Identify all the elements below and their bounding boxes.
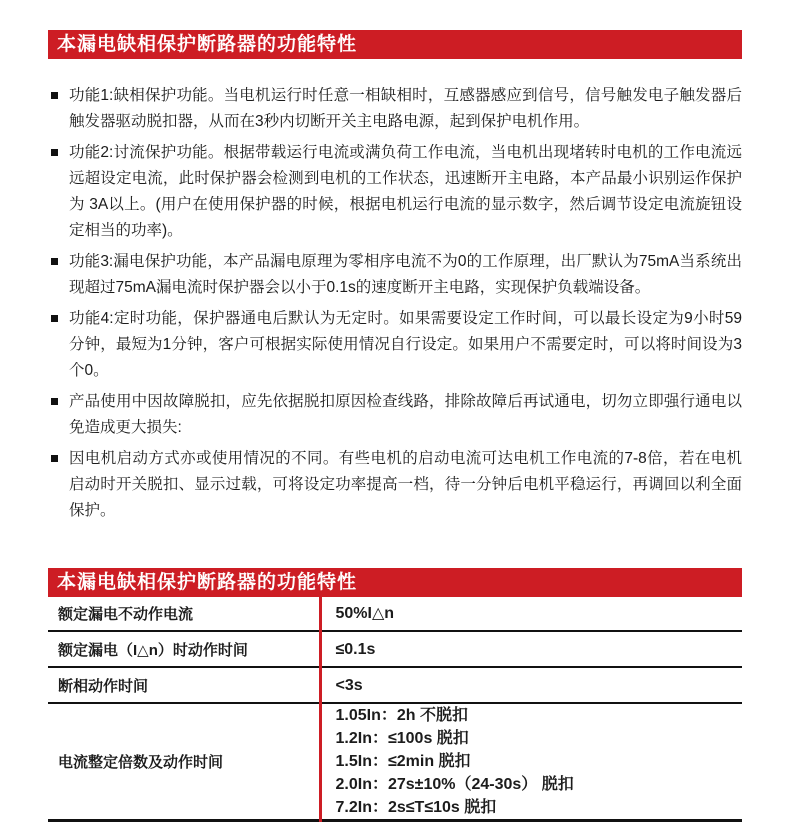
table-row	[48, 703, 742, 821]
feature-item	[48, 446, 742, 524]
square-bullet-icon	[51, 149, 58, 156]
spec-label: 电流整定倍数及动作时间	[48, 703, 320, 821]
features-section-title: 本漏电缺相保护断路器的功能特性	[48, 30, 742, 59]
square-bullet-icon	[51, 315, 58, 322]
square-bullet-icon	[51, 92, 58, 99]
feature-item	[48, 389, 742, 441]
specs-section-title: 本漏电缺相保护断路器的功能特性	[48, 568, 742, 597]
feature-text: 功能1:缺相保护功能。当电机运行时任意一相缺相时，互感器感应到信号，信号触发电子触发器后触发器驱动脱扣器，从而在3秒内切断开关主电路电源，起到保护电机作用。	[69, 87, 742, 130]
spec-value: 2.0In：27s±10%（24-30s） 脱扣	[335, 776, 574, 793]
feature-item	[48, 83, 742, 135]
table-row	[48, 597, 742, 631]
spec-value: <3s	[335, 676, 363, 694]
spec-label: 额定漏电（I△n）时动作时间	[48, 631, 320, 667]
feature-text: 功能2:讨流保护功能。根据带载运行电流或满负荷工作电流，当电机出现堵转时电机的工作电流远远超设定电流，此时保护器会检测到电机的工作状态，迅速断开主电路，本产品最小识别运作保护为 3A以上。(用户在使用保护器的时候，根据电机运行电流的显示数字，然后调节设定电流旋钮设定相当的功率)。	[69, 144, 742, 239]
spec-value: 7.2In：2s≤T≤10s 脱扣	[335, 799, 497, 816]
spec-value: ≤0.1s	[335, 640, 376, 658]
feature-item	[48, 306, 742, 384]
spec-value-cell	[320, 597, 742, 631]
spec-value-cell	[320, 667, 742, 703]
square-bullet-icon	[51, 455, 58, 462]
feature-text: 因电机启动方式亦或使用情况的不同。有些电机的启动电流可达电机工作电流的7-8倍，若在电机启动时开关脱扣、显示过载，可将设定功率提高一档，待一分钟后电机平稳运行，再调回以利全面保护。	[69, 450, 742, 519]
specs-table	[48, 597, 742, 822]
square-bullet-icon	[51, 398, 58, 405]
spec-value: 50%I△n	[335, 605, 395, 622]
table-row	[48, 631, 742, 667]
table-row	[48, 667, 742, 703]
spec-value-cell	[320, 703, 742, 821]
spec-value-cell	[320, 631, 742, 667]
feature-item	[48, 140, 742, 244]
spec-label: 额定漏电不动作电流	[48, 597, 320, 631]
feature-text: 功能4:定时功能，保护器通电后默认为无定时。如果需要设定工作时间，可以最长设定为9小时59 分钟，最短为1分钟，客户可根据实际使用情况自行设定。如果用户不需要定时，可以将时间设为3个0。	[69, 310, 742, 379]
features-list	[48, 83, 742, 524]
square-bullet-icon	[51, 258, 58, 265]
spec-value: 1.05In：2h 不脱扣	[335, 707, 468, 724]
spec-value: 1.5In：≤2min 脱扣	[335, 753, 471, 770]
feature-text: 产品使用中因故障脱扣，应先依据脱扣原因检查线路，排除故障后再试通电，切勿立即强行通电以免造成更大损失:	[69, 393, 742, 436]
feature-item	[48, 249, 742, 301]
spec-value: 1.2In：≤100s 脱扣	[335, 730, 469, 747]
spec-label: 断相动作时间	[48, 667, 320, 703]
feature-text: 功能3:漏电保护功能，本产品漏电原理为零相序电流不为0的工作原理，出厂默认为75mA当系统出现超过75mA漏电流时保护器会以小于0.1s的速度断开主电路，实现保护负载端设备。	[69, 253, 742, 296]
